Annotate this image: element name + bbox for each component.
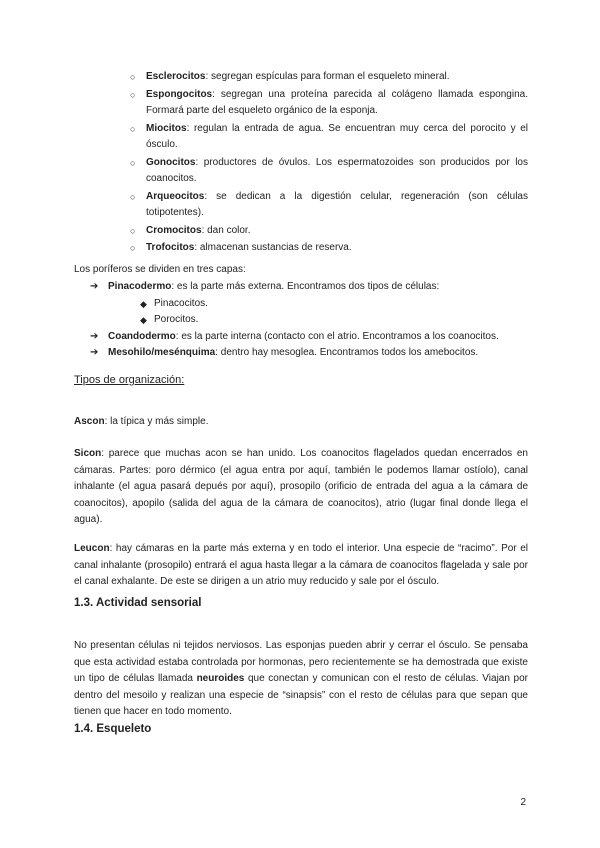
layer-list bbox=[90, 279, 530, 362]
page-number: 2 bbox=[520, 797, 526, 808]
diamond-bullet-icon: ◆ bbox=[140, 315, 147, 325]
definition: : es la parte más externa. Encontramos dos tipos de células: bbox=[171, 281, 440, 292]
diamond-bullet-icon: ◆ bbox=[140, 298, 147, 309]
list-item bbox=[130, 87, 528, 120]
definition: : la típica y más simple. bbox=[104, 416, 209, 427]
paragraph-sensorial bbox=[74, 638, 528, 721]
paragraph-ascon bbox=[74, 414, 528, 431]
circle-bullet-icon: ○ bbox=[130, 157, 136, 168]
paragraph-leucon bbox=[74, 541, 528, 591]
sub-item-text: Porocitos. bbox=[154, 314, 199, 325]
text: que conectan y comunican con el resto de células. Viajan por dentro del mesoilo y realizan una especie de “sinapsis” con el resto de células para que sepan que tienen que hacer en todo momento. bbox=[74, 673, 528, 717]
section-heading: 1.3. Actividad sensorial bbox=[74, 597, 202, 609]
term: Mesohilo/mesénquima bbox=[108, 347, 216, 358]
definition: : se dedican a la digestión celular, regeneración (son células totipotentes). bbox=[146, 190, 528, 218]
list-item bbox=[130, 240, 528, 257]
sub-list bbox=[108, 296, 530, 329]
list-item bbox=[140, 312, 530, 329]
term: Trofocitos bbox=[146, 242, 195, 253]
text: No presentan células ni tejidos nerviosos. Las esponjas pueden abrir y cerrar el ósculo. Se pensaba que esta actividad estaba controlada por hormonas, pero recientemente se ha demostrada que existe un tipo de células llamada bbox=[74, 640, 528, 684]
term: Miocitos bbox=[146, 122, 187, 134]
section-subheading: Tipos de organización: bbox=[74, 374, 185, 386]
list-item bbox=[140, 296, 530, 313]
definition: : hay cámaras en la parte más externa y en todo el interior. Una especie de “racimo”. Por el canal inhalante (prosopilo) entrará el agua hasta llegar a la cámara de coanocitos flagelada y sale por el canal exhalante. De este se dirigen a un atrio muy reducido y sale por el ósculo. bbox=[74, 543, 528, 587]
arrow-bullet-icon: ➔ bbox=[90, 330, 99, 342]
definition: : almacenan sustancias de reserva. bbox=[194, 242, 352, 253]
term: Pinacodermo bbox=[108, 281, 172, 292]
cell-type-list bbox=[130, 69, 528, 257]
circle-bullet-icon: ○ bbox=[130, 72, 136, 82]
term: Coandodermo bbox=[108, 330, 176, 342]
layers-intro: Los poríferos se dividen en tres capas: bbox=[74, 264, 246, 275]
list-item bbox=[90, 279, 530, 329]
term: Leucon bbox=[74, 543, 110, 554]
definition: : segregan espículas para forman el esqueleto mineral. bbox=[205, 71, 450, 82]
arrow-bullet-icon: ➔ bbox=[90, 347, 99, 358]
sub-item-text: Pinacocitos. bbox=[154, 297, 208, 309]
section-heading: 1.4. Esqueleto bbox=[74, 723, 152, 735]
term: Cromocitos bbox=[146, 224, 202, 236]
term: neuroides bbox=[196, 673, 245, 684]
circle-bullet-icon: ○ bbox=[130, 243, 136, 253]
definition: : segregan una proteína parecida al colágeno llamada espongina. Formará parte del esqueleto orgánico de la esponja. bbox=[146, 88, 528, 116]
definition: : dentro hay mesoglea. Encontramos todos los amebocitos. bbox=[215, 347, 479, 358]
paragraph-sicon bbox=[74, 446, 528, 529]
definition: : dan color. bbox=[201, 224, 251, 236]
list-item bbox=[130, 69, 528, 86]
term: Espongocitos bbox=[146, 88, 213, 100]
circle-bullet-icon: ○ bbox=[130, 89, 136, 100]
definition: : es la parte interna (contacto con el atrio. Encontramos a los coanocitos. bbox=[175, 330, 499, 342]
list-item bbox=[130, 223, 528, 240]
definition: : productores de óvulos. Los espermatozoides son producidos por los coanocitos. bbox=[146, 156, 528, 184]
term: Arqueocitos bbox=[146, 190, 205, 202]
list-item bbox=[90, 329, 530, 346]
circle-bullet-icon: ○ bbox=[130, 191, 136, 202]
circle-bullet-icon: ○ bbox=[130, 123, 136, 134]
term: Sicon bbox=[74, 448, 102, 459]
list-item bbox=[130, 121, 528, 154]
term: Esclerocitos bbox=[146, 71, 206, 82]
definition: : parece que muchas acon se han unido. Los coanocitos flagelados quedan encerrados en cámaras. Partes: poro dérmico (el agua entra por aquí, también le podemos llamar ostíolo), canal inhalante (el agua pasará depués por aquí), prosopilo (orificio de entrada del agua a la cámara de coanocitos), apopilo (salida del agua de la cámara de coanocitos), atrio (lugar final donde llega el agua). bbox=[74, 448, 528, 525]
list-item bbox=[130, 189, 528, 222]
definition: : regulan la entrada de agua. Se encuentran muy cerca del porocito y el ósculo. bbox=[146, 122, 528, 150]
arrow-bullet-icon: ➔ bbox=[90, 281, 99, 292]
circle-bullet-icon: ○ bbox=[130, 225, 136, 236]
list-item bbox=[130, 155, 528, 188]
term: Ascon bbox=[74, 416, 105, 427]
list-item bbox=[90, 345, 530, 362]
term: Gonocitos bbox=[146, 156, 196, 168]
